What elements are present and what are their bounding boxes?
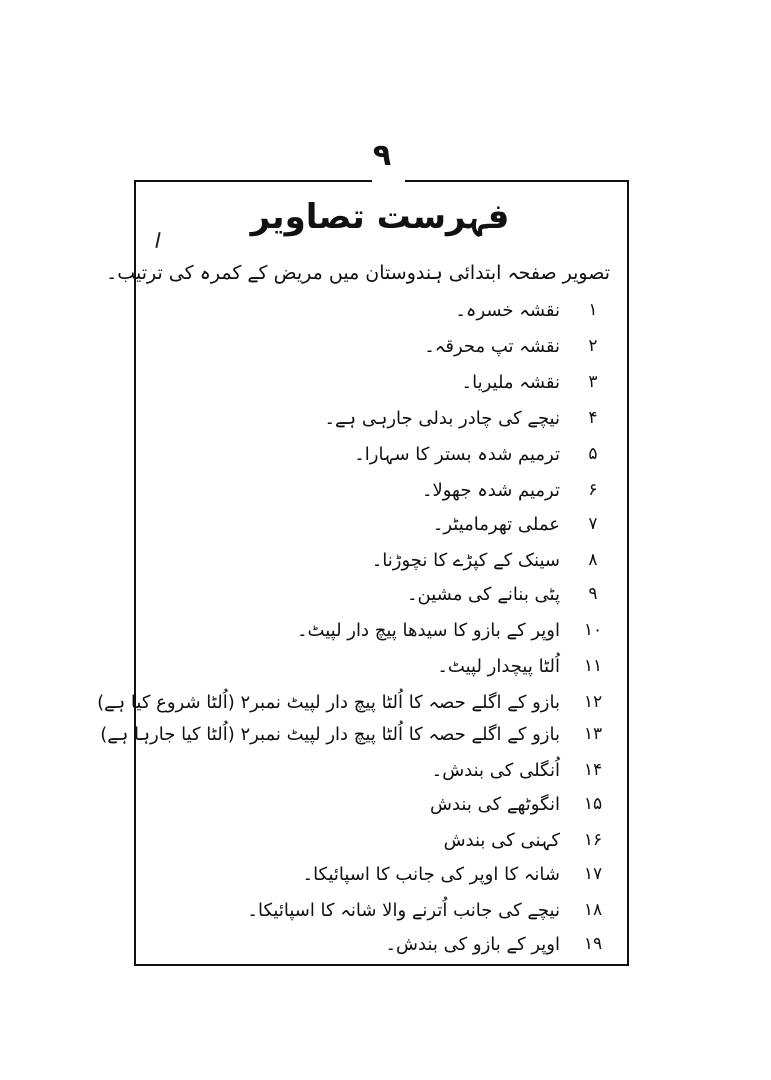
item-number: ۳	[588, 372, 598, 392]
item-text: پٹی بنانے کی مشین۔	[406, 584, 560, 605]
contents-subheading: تصویر صفحہ ابتدائی ہندوستان میں مریض کے کمرہ کی ترتیب۔	[106, 262, 610, 284]
list-item	[140, 368, 600, 398]
list-item	[140, 404, 600, 434]
item-number: ۱۶	[583, 830, 603, 850]
item-number: ۱۴	[583, 760, 603, 780]
list-item	[100, 720, 603, 750]
item-text: عملی تھرمامیٹر۔	[432, 514, 560, 535]
list-item	[140, 476, 600, 506]
list-item	[140, 790, 603, 820]
list-item	[140, 546, 600, 576]
item-number: ۸	[588, 550, 598, 570]
item-number: ۱۷	[583, 864, 603, 884]
list-item	[140, 652, 603, 682]
item-number: ۱۲	[583, 692, 603, 712]
list-item	[97, 688, 603, 718]
item-text: انگوٹھے کی بندش	[430, 794, 560, 815]
item-number: ۴	[588, 408, 598, 428]
item-number: ۵	[588, 444, 598, 464]
list-item	[140, 860, 603, 890]
item-text: نقشہ ملیریا۔	[461, 372, 560, 393]
list-item	[140, 440, 600, 470]
page-number: ۹	[372, 138, 392, 173]
item-text: اُلٹا پیچدار لپیٹ۔	[437, 656, 560, 677]
item-number: ۷	[588, 514, 598, 534]
list-item	[140, 826, 603, 856]
list-item	[140, 296, 600, 326]
item-number: ۱۵	[583, 794, 603, 814]
item-text: اُنگلی کی بندش۔	[431, 760, 560, 781]
item-text: سینک کے کپڑے کا نچوڑنا۔	[371, 550, 560, 571]
item-number: ۲	[588, 336, 598, 356]
frame-top-rule-left	[134, 180, 372, 182]
item-text: نقشہ تپ محرقہ۔	[424, 336, 560, 357]
frame-top-rule-right	[405, 180, 627, 182]
item-number: ۱۳	[583, 724, 603, 744]
list-item	[140, 580, 600, 610]
item-text: شانہ کا اوپر کی جانب کا اسپائیکا۔	[302, 864, 560, 885]
item-number: ۱۹	[583, 934, 603, 954]
item-number: ۶	[588, 480, 598, 500]
list-item	[140, 756, 603, 786]
list-item	[140, 616, 603, 646]
item-number: ۱۱	[583, 656, 603, 676]
item-text: بازو کے اگلے حصہ کا اُلٹا پیچ دار لپیٹ نمبر۲ (اُلٹا کیا جارہا ہے)	[100, 724, 560, 745]
list-item	[140, 930, 603, 960]
item-text: نیچے کی چادر بدلی جارہی ہے۔	[324, 408, 560, 429]
item-number: ۱۰	[583, 620, 603, 640]
item-text: بازو کے اگلے حصہ کا اُلٹا پیچ دار لپیٹ نمبر۲ (اُلٹا شروع کیا ہے)	[97, 692, 560, 713]
list-item	[140, 510, 600, 540]
item-text: اوپر کے بازو کا سیدھا پیچ دار لپیٹ۔	[296, 620, 560, 641]
item-number: ۱۸	[583, 900, 603, 920]
list-item	[140, 332, 600, 362]
item-text: نقشہ خسرہ۔	[455, 300, 560, 321]
item-text: ترمیم شدہ بستر کا سہارا۔	[354, 444, 560, 465]
item-text: کہنی کی بندش	[443, 830, 560, 851]
contents-heading: فہرست تصاویر	[250, 197, 510, 237]
item-text: نیچے کی جانب اُترنے والا شانہ کا اسپائیکا۔	[247, 900, 560, 921]
item-text: ترمیم شدہ جھولا۔	[421, 480, 560, 501]
item-text: اوپر کے بازو کی بندش۔	[385, 934, 560, 955]
list-item	[140, 896, 603, 926]
item-number: ۹	[588, 584, 598, 604]
item-number: ۱	[588, 300, 598, 320]
